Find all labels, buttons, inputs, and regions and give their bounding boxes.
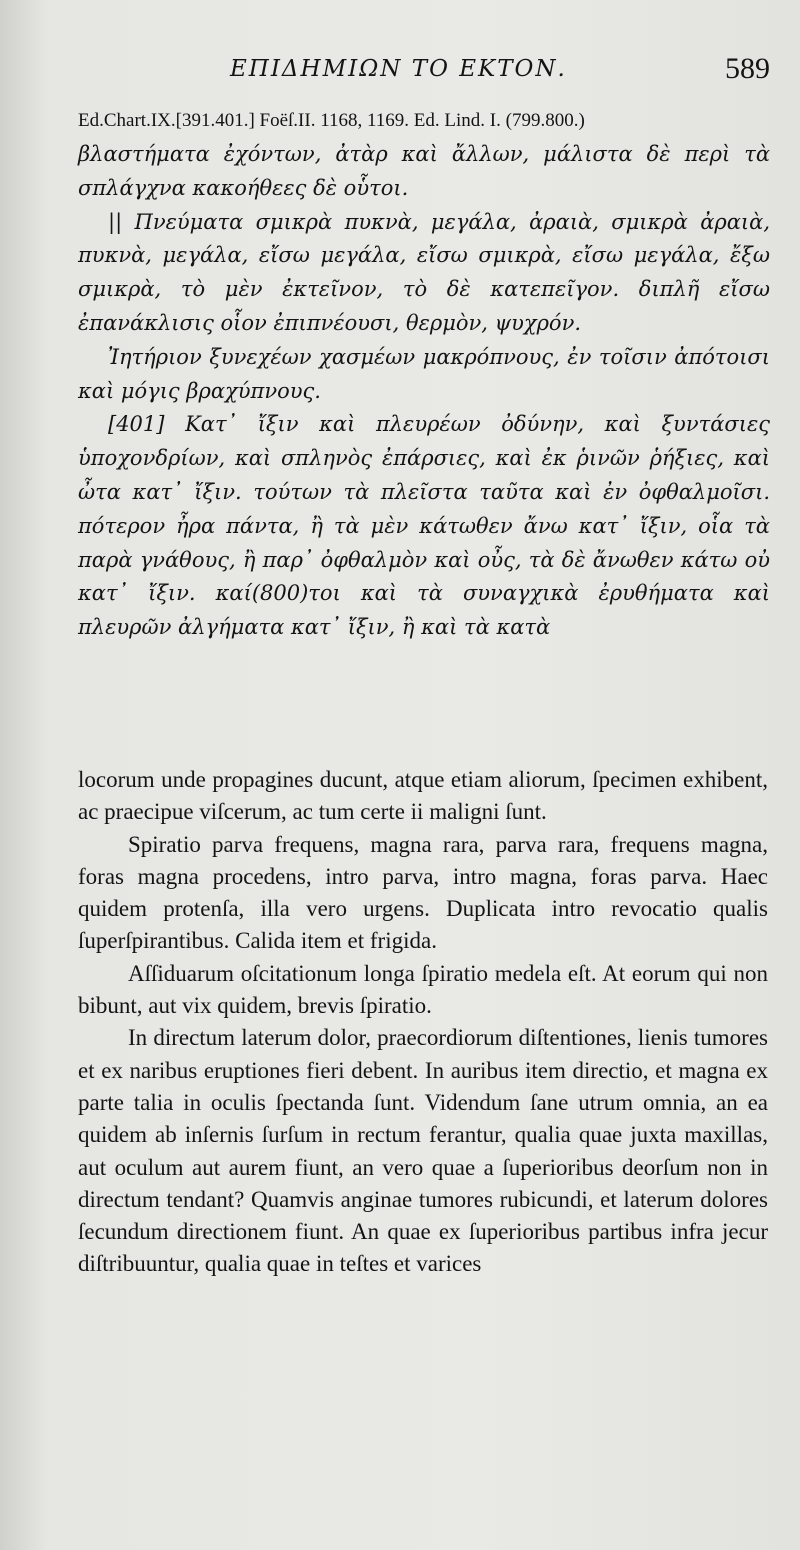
latin-paragraph-1: locorum unde propagines ducunt, atque etiam aliorum, ſpecimen exhibent, ac praecipue viſcerum, ac tum certe ii maligni ſunt. [78, 767, 768, 825]
latin-paragraph-2: Spiratio parva frequens, magna rara, parva rara, frequens magna, foras magna procedens, intro parva, intro magna, foras parva. Haec quidem protenſa, illa vero urgens. Duplicata intro revocatio qualis ſuperſpirantibus. Calida item et frigida. [78, 831, 768, 954]
page-header [80, 52, 770, 100]
greek-paragraph-4: [401] Κατ᾽ ἴξιν καὶ πλευρέων ὀδύνην, καὶ ξυντάσιες ὑποχονδρίων, καὶ σπληνὸς ἐπάρσιες, καὶ ἐκ ῥινῶν ῥήξιες, καὶ ὦτα κατ᾽ ἴξιν. τούτων τὰ πλεῖστα ταῦτα καὶ ἐν ὀφθαλμοῖσι. πότερον ἦρα πάντα, ἢ τὰ μὲν κάτωθεν ἄνω κατ᾽ ἴξιν, οἷα τὰ παρὰ γνάθους, ἢ παρ᾽ ὀφθαλμὸν καὶ οὖς, τὰ δὲ ἄνωθεν κάτω οὐ κατ᾽ ἴξιν. καί(800)τοι καὶ τὰ συναγχικὰ ἐρυθήματα καὶ πλευρῶν ἀλγήματα κατ᾽ ἴξιν, ἢ καὶ τὰ κατὰ [78, 412, 770, 640]
greek-paragraph-1: βλαστήματα ἐχόντων, ἀτὰρ καὶ ἄλλων, μάλιστα δὲ περὶ τὰ σπλάγχνα κακοήθεες δὲ οὗτοι. [78, 142, 770, 200]
latin-paragraph-3: Aſſiduarum oſcitationum longa ſpiratio medela eſt. At eorum qui non bibunt, aut vix quidem, brevis ſpiratio. [78, 960, 768, 1019]
running-title: ΕΠΙΔΗΜΙΩΝ ΤΟ ΕΚΤΟΝ. [230, 56, 567, 82]
greek-text [78, 138, 770, 645]
latin-paragraph-4: In directum laterum dolor, praecordiorum diſtentiones, lienis tumores et ex naribus eruptiones fieri debent. In auribus item directio, et magna ex parte talia in oculis ſpectanda ſunt. Videndum ſane utrum omnia, an ea quidem ab inſernis ſurſum in rectum ferantur, qualia quae juxta maxillas, aut oculum aut aurem fiunt, an vero quae a ſuperioribus deorſum non in directum tendant? Quamvis anginae tumores rubicundi, et laterum dolores ſecundum directionem fiunt. An quae ex ſuperioribus partibus infra jecur diſtribuuntur, qualia quae in teſtes et varices [78, 1025, 768, 1277]
greek-paragraph-3: Ἰητήριον ξυνεχέων χασμέων μακρόπνους, ἐν τοῖσιν ἀπότοισι καὶ μόγις βραχύπνους. [78, 344, 770, 403]
page-number: 589 [725, 52, 770, 85]
latin-translation [78, 764, 768, 1281]
greek-paragraph-2: || Πνεύματα σμικρὰ πυκνὰ, μεγάλα, ἀραιὰ, σμικρὰ ἀραιὰ, πυκνὰ, μεγάλα, εἴσω μεγάλα, εἴσω σμικρὰ, εἴσω μεγάλα, ἔξω σμικρὰ, τὸ μὲν ἐκτεῖνον, τὸ δὲ κατεπεῖγον. διπλῆ εἴσω ἐπανάκλισις οἷον ἐπιπνέουσι, θερμὸν, ψυχρόν. [78, 209, 770, 335]
edition-reference-line: Ed.Chart.IX.[391.401.] Foëſ.II. 1168, 1169. Ed. Lind. I. (799.800.) [78, 110, 585, 131]
